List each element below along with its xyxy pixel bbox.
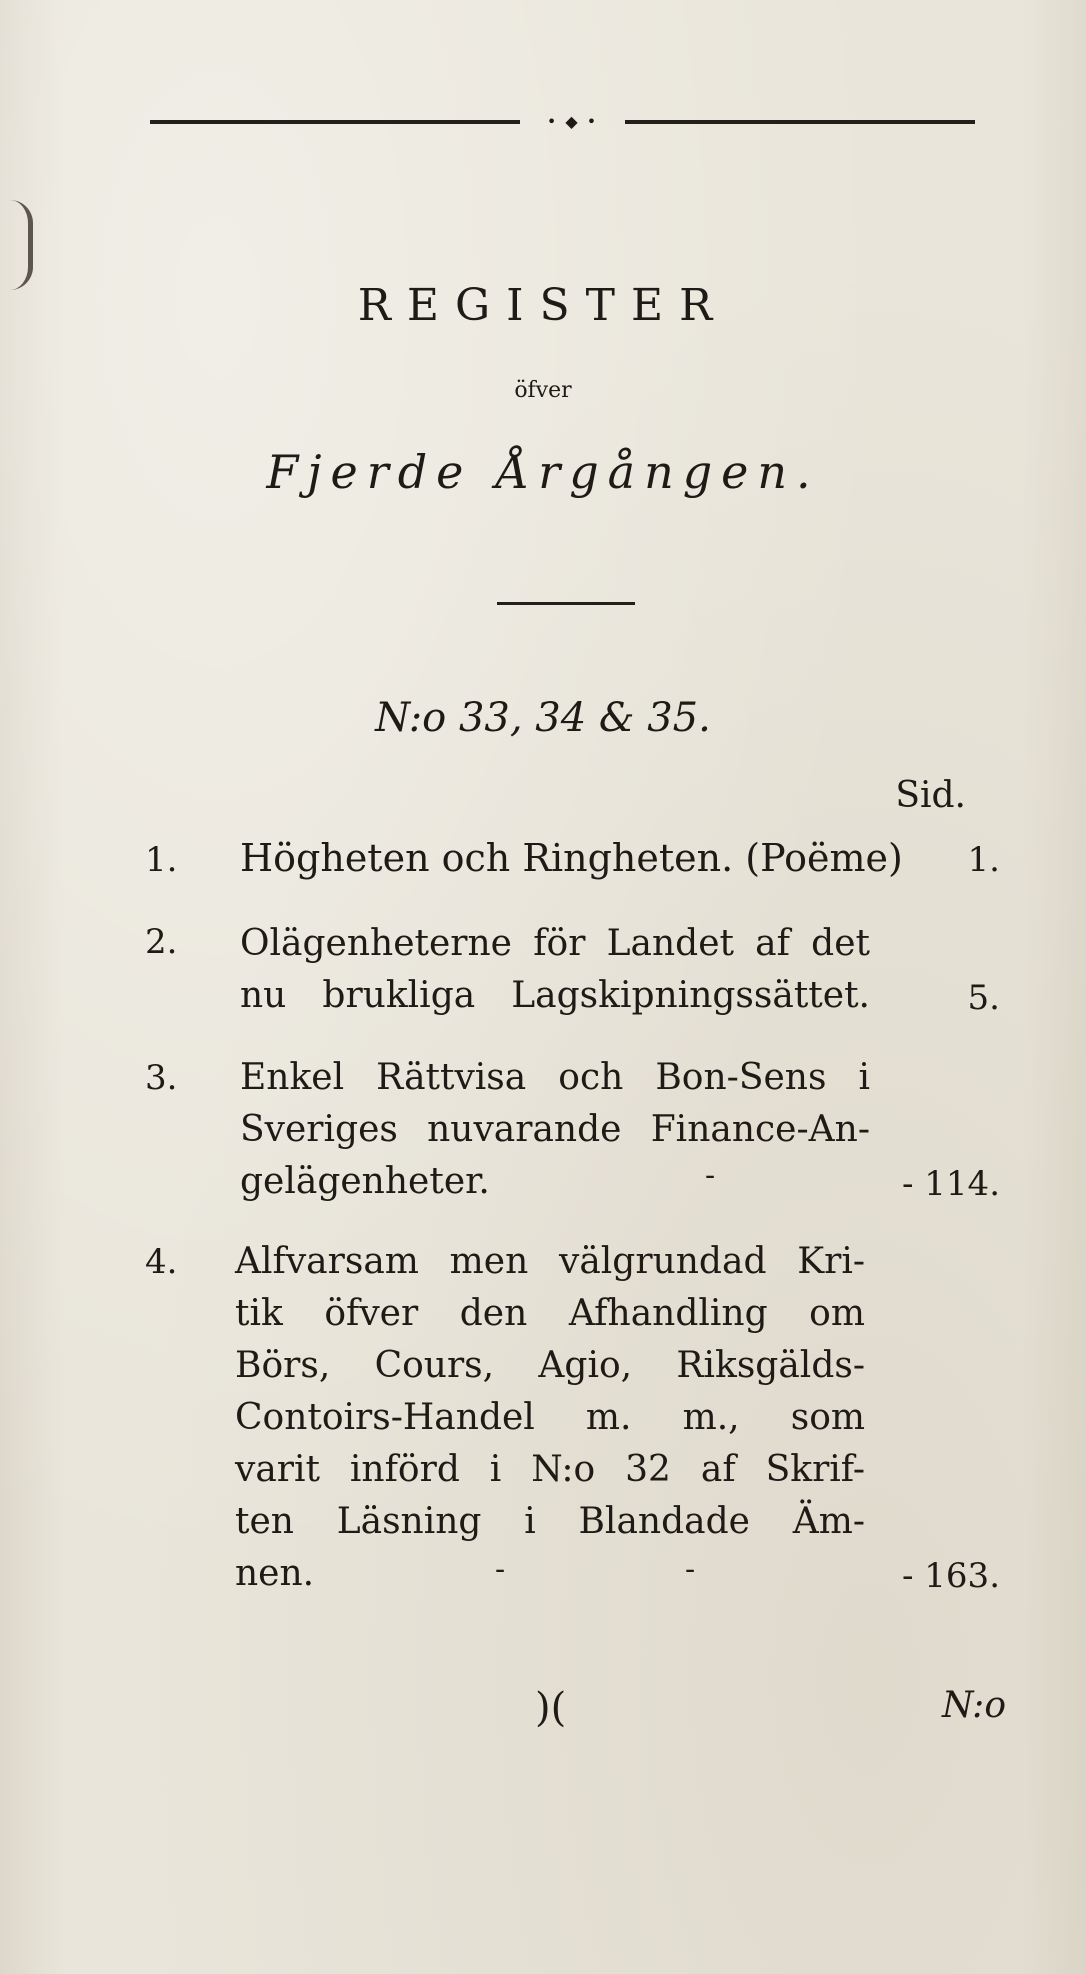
entry-line: nu brukliga Lagskipningssättet. <box>240 975 870 1016</box>
column-header-page: Sid. <box>895 775 966 816</box>
entry-line: gelägenheter. <box>240 1161 490 1202</box>
entry-line: ten Läsning i Blandade Äm- <box>235 1501 865 1542</box>
entry-number: 2. <box>145 922 178 962</box>
entry-line: varit införd i N:o 32 af Skrif- <box>235 1449 865 1490</box>
catchword: N:o <box>941 1685 1006 1726</box>
entry-line: tik öfver den Afhandling om <box>235 1293 865 1334</box>
header-ornament <box>150 112 975 132</box>
entry-line: nen. <box>235 1553 315 1594</box>
entry-page: - 114. <box>902 1164 1000 1204</box>
title-volume: Fjerde Årgången. <box>266 445 820 499</box>
entry-number: 3. <box>145 1058 178 1098</box>
entry-line: Olägenheterne för Landet af det <box>240 923 870 964</box>
entry-number: 4. <box>145 1242 178 1282</box>
entry-text <box>240 832 903 884</box>
entry-page: 1. <box>967 840 1000 880</box>
entry-text <box>240 1052 870 1208</box>
entry-number: 1. <box>145 840 178 880</box>
ornament-center: • ◆ • <box>546 112 599 131</box>
entry-line: Enkel Rättvisa och Bon-Sens i <box>240 1057 870 1098</box>
entry-text <box>235 1236 865 1600</box>
entry-line: Sveriges nuvarande Finance-An- <box>240 1109 870 1150</box>
ornament-bar-right <box>625 120 975 124</box>
signature-mark: )( <box>535 1685 567 1731</box>
entry-page: 5. <box>967 978 1000 1018</box>
ornament-bar-left <box>150 120 520 124</box>
entry-line: Börs, Cours, Agio, Riksgälds- <box>235 1345 865 1386</box>
leader-dot: - <box>685 1552 696 1587</box>
page-title: REGISTER <box>357 280 729 331</box>
issue-heading: N:o 33, 34 & 35. <box>375 695 711 741</box>
title-rule <box>497 602 635 605</box>
leader-dot: - <box>705 1158 716 1193</box>
entry-line: Högheten och Ringheten. (Poëme) <box>240 836 903 880</box>
entry-line: Alfvarsam men välgrundad Kri- <box>235 1241 865 1282</box>
entry-page: - 163. <box>902 1556 1000 1596</box>
entry-line: Contoirs-Handel m. m., som <box>235 1397 865 1438</box>
leader-dot: - <box>495 1552 506 1587</box>
entry-text <box>240 918 870 1022</box>
margin-stain <box>10 200 33 290</box>
title-subtitle: öfver <box>514 378 572 403</box>
